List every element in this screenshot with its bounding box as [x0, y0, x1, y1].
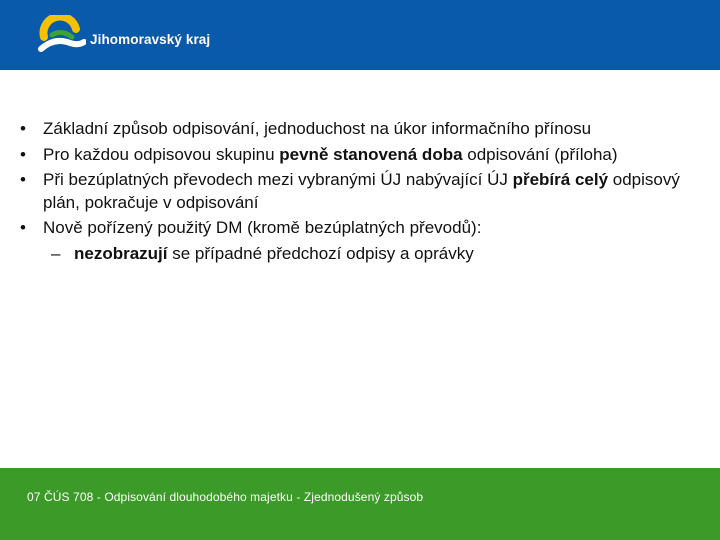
- bullet-text-run: odpisový plán, pokračuje v odpisování: [43, 170, 680, 212]
- bullet-text: [43, 218, 481, 237]
- bullet-dot: •: [20, 218, 26, 237]
- bullet-text: [43, 170, 680, 212]
- bullet-item: [20, 118, 700, 141]
- header-bar: [0, 0, 720, 70]
- bullet-item: [20, 217, 700, 240]
- bullet-item: [20, 144, 700, 167]
- bullet-text-run: Při bezúplatných převodech mezi vybranými ÚJ nabývající ÚJ: [43, 170, 513, 189]
- footer-text: 07 ČÚS 708 - Odpisování dlouhodobého majetku - Zjednodušený způsob: [27, 490, 424, 504]
- sub-bullet-item: [20, 243, 700, 266]
- slide-content: [20, 118, 700, 265]
- bullet-item: [20, 169, 700, 214]
- bullet-bold-run: přebírá celý: [512, 170, 609, 189]
- sub-bullet-bold: nezobrazují: [74, 243, 168, 263]
- bullet-dot: •: [20, 144, 26, 164]
- bullet-text: [43, 145, 618, 164]
- bullet-text-run: Základní způsob odpisování, jednoduchost na úkor informačního přínosu: [43, 119, 592, 138]
- footer-bar: [0, 468, 720, 540]
- jmk-logo-icon: [38, 15, 86, 55]
- bullet-list: [20, 118, 700, 240]
- bullet-dot: •: [20, 119, 26, 138]
- region-logo[interactable]: [38, 14, 210, 56]
- sub-bullet-text: se případné předchozí odpisy a oprávky: [167, 243, 474, 263]
- bullet-text: [43, 119, 591, 138]
- bullet-text-run: Nově pořízený použitý DM (kromě bezúplatných převodů):: [43, 218, 482, 237]
- bullet-text-run: odpisování (příloha): [462, 144, 618, 164]
- logo-text: Jihomoravský kraj: [90, 31, 211, 47]
- sub-bullet-dash: –: [51, 243, 61, 263]
- bullet-dot: •: [20, 170, 26, 189]
- bullet-text-run: Pro každou odpisovou skupinu: [43, 144, 280, 164]
- bullet-bold-run: pevně stanovená doba: [279, 144, 463, 164]
